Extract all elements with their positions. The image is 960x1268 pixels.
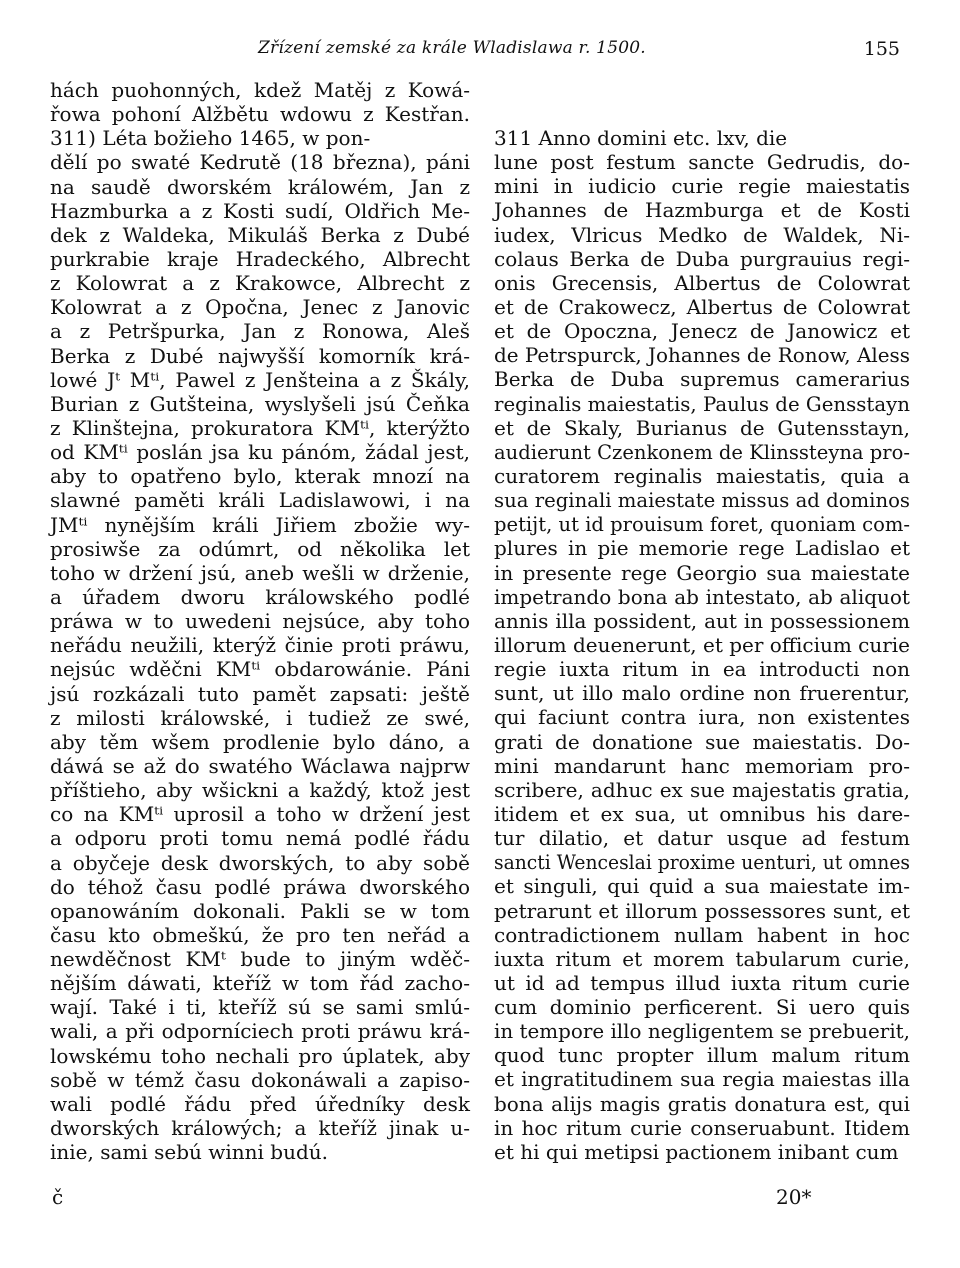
czech-text-column xyxy=(50,78,470,1164)
text-line: wají. Také i ti, kteříž sú se sami smlú- xyxy=(50,995,471,1020)
text-line: jsú rozkázali tuto pamět zapsati: ještě xyxy=(50,681,470,706)
text-line: z Kolowrat a z Krakowce, Albrecht z xyxy=(50,271,471,296)
text-line: qui faciunt contra iura, non existentes xyxy=(494,705,910,730)
text-line: JMᵗⁱ nynějším králi Jiřiem zbožie wy- xyxy=(50,512,471,537)
text-line: dělí po swaté Kedrutě (18 března), páni xyxy=(50,150,470,175)
text-line: z milosti králowské, i tudiež ze swé, xyxy=(50,705,471,730)
text-line: prosiwše za odúmrt, od několika let xyxy=(50,536,471,561)
text-line: colaus Berka de Duba purgrauius regi- xyxy=(494,246,911,271)
text-line: aby to opatřeno bylo, kterak mnozí na xyxy=(50,464,470,489)
text-line: bona alijs magis gratis donatura est, qui xyxy=(494,1091,911,1116)
text-line: řowa pohoní Alžbětu wdowu z Kestřan. xyxy=(50,102,471,127)
text-line: iudex, Vlricus Medko de Waldek, Ni- xyxy=(494,222,911,247)
text-line: z Klinštejna, prokuratora KMᵗⁱ, kterýžto xyxy=(50,415,471,440)
text-line: příštieho, aby wšickni a každý, ktož jest xyxy=(50,778,470,803)
signature-mark: č xyxy=(52,1185,64,1209)
text-line: audierunt Czenkonem de Klinssteyna pro- xyxy=(494,439,910,464)
text-line: sobě w témž času dokonáwali a zapiso- xyxy=(50,1067,470,1092)
text-line: et de Opoczna, Jenecz de Janowicz et xyxy=(494,319,911,344)
text-line: 311) Léta božieho 1465, w pon- xyxy=(50,126,371,151)
text-line: dek z Waldeka, Mikuláš Berka z Dubé xyxy=(50,222,470,247)
text-line: scribere, adhuc ex sue majestatis gratia, xyxy=(494,777,910,802)
text-line: Berka de Duba supremus camerarius xyxy=(494,367,911,392)
text-line: wali podlé řádu před úředníky desk xyxy=(50,1091,471,1116)
text-line: et ingratitudinem sua regia maiestas illa xyxy=(494,1067,910,1092)
text-line: sua reginali maiestate missus ad dominos xyxy=(494,488,911,513)
text-line: illorum deuenerunt, et per officium curie xyxy=(494,632,911,657)
text-line: quod tunc propter illum malum ritum xyxy=(494,1043,911,1068)
text-line: et de Crakowecz, Albertus de Colowrat xyxy=(494,294,910,319)
text-line: regie iuxta ritum in ea introducti non xyxy=(494,657,910,682)
text-line: cum dominio perficerent. Si uero quis xyxy=(494,995,911,1020)
text-line: iuxta ritum et morem tabularum curie, xyxy=(494,946,910,971)
text-line: Burian z Gutšteina, wyslyšeli jsú Čeňka xyxy=(50,391,470,416)
page-number: 155 xyxy=(863,38,900,60)
text-line: toho w držení jsú, aneb wešli w drženie, xyxy=(50,560,470,585)
text-line: do téhož času podlé práwa dworského xyxy=(50,874,471,899)
text-line: ut id ad tempus illud iuxta ritum curie xyxy=(494,970,911,995)
text-line: nějším dáwati, kteříž w tom řád zacho- xyxy=(50,971,470,996)
text-line: Kolowrat a z Opočna, Jenec z Janovic xyxy=(50,295,470,320)
text-line: de Petrspurck, Johannes de Ronow, Aless xyxy=(494,343,911,368)
text-line: tur dilatio, et datur usque ad festum xyxy=(494,826,910,851)
text-line: contradictionem nullam habent in hoc xyxy=(494,922,910,947)
text-line: času kto obmeškú, že pro ten neřád a xyxy=(50,922,470,947)
text-line: petrarunt et illorum possessores sunt, et xyxy=(494,898,910,923)
text-line: hách puohonných, kdež Matěj z Kowá- xyxy=(50,78,471,102)
text-line: Johannes de Hazmburga et de Kosti xyxy=(494,198,910,223)
text-line: petijt, ut id prouisum foret, quoniam com- xyxy=(494,512,911,537)
text-line: práwa w to uwedeni nejsúce, aby toho xyxy=(50,609,470,634)
text-line: a úřadem dworu králowského podlé xyxy=(50,584,470,609)
text-line: et hi qui metipsi pactionem inibant cum xyxy=(494,1139,899,1164)
signature-number: 20* xyxy=(776,1185,812,1209)
text-line: Berka z Dubé najwyšší komorník krá- xyxy=(50,343,470,368)
text-line: na saudě dworském králowém, Jan z xyxy=(50,174,470,199)
text-line: co na KMᵗⁱ uprosil a toho w držení jest xyxy=(50,802,471,827)
text-line: sancti Wenceslai proxime uenturi, ut omnes xyxy=(494,850,910,875)
text-line: od KMᵗⁱ poslán jsa ku pánóm, žádal jest, xyxy=(50,440,470,465)
text-line: et de Skaly, Burianus de Gutensstayn, xyxy=(494,415,910,440)
text-line: Hazmburka a z Kosti sudí, Oldřich Me- xyxy=(50,198,471,223)
text-line: sunt, ut illo malo ordine non fruerentur, xyxy=(494,681,911,706)
text-line: in tempore illo negligentem se prebuerit, xyxy=(494,1019,911,1044)
text-line: opanowáním dokonali. Pakli se w tom xyxy=(50,898,470,923)
text-line: a odporu proti tomu nemá podlé řádu xyxy=(50,826,471,851)
text-line: plures in pie memorie rege Ladislao et xyxy=(494,536,911,561)
text-line: et singuli, qui quid a sua maiestate im- xyxy=(494,874,911,899)
text-line: curatorem reginalis maiestatis, quia a xyxy=(494,463,910,488)
text-line: reginalis maiestatis, Paulus de Gensstayn xyxy=(494,391,910,416)
text-line: lune post festum sancte Gedrudis, do- xyxy=(494,150,910,175)
text-line: onis Grecensis, Albertus de Colowrat xyxy=(494,270,910,295)
text-line: dáwá se až do swatého Wáclawa najprw xyxy=(50,753,470,778)
text-line: newděčnost KMᵗ bude to jiným wděč- xyxy=(50,947,470,972)
text-line: mini in iudicio curie regie maiestatis xyxy=(494,174,911,199)
text-line: purkrabie kraje Hradeckého, Albrecht xyxy=(50,246,470,271)
text-line: itidem et ex sua, ut omnibus his dare- xyxy=(494,801,911,826)
text-line: nejsúc wděčni KMᵗⁱ obdarowánie. Páni xyxy=(50,657,470,682)
text-line: in hoc ritum curie conseruabunt. Itidem xyxy=(494,1115,910,1140)
running-title: Zřízení zemské za krále Wladislawa r. 1500. xyxy=(258,38,646,58)
text-line: lowskému toho nechali pro úplatek, aby xyxy=(50,1043,471,1068)
text-line: inie, sami sebú winni budú. xyxy=(50,1140,329,1165)
text-line: impetrando bona ab intestato, ab aliquot xyxy=(494,584,910,609)
text-line: annis illa possident, aut in possessionem xyxy=(494,608,911,633)
text-line: in presente rege Georgio sua maiestate xyxy=(494,560,910,585)
text-line: mini mandarunt hanc memoriam pro- xyxy=(494,753,910,778)
text-line: a z Petršpurka, Jan z Ronowa, Aleš xyxy=(50,319,470,344)
text-line: 311 Anno domini etc. lxv, die xyxy=(494,126,788,150)
text-line: aby těm wšem prodlenie bylo dáno, a xyxy=(50,729,470,754)
text-line: grati de donatione sue maiestatis. Do- xyxy=(494,729,911,754)
text-line: wali, a při odporníciech proti práwu krá- xyxy=(50,1019,470,1044)
text-line: lowé Jᵗ Mᵗⁱ, Pawel z Jenšteina a z Škály, xyxy=(50,367,470,392)
latin-text-column xyxy=(494,126,910,1164)
text-line: a obyčeje desk dworských, to aby sobě xyxy=(50,850,470,875)
running-header xyxy=(0,38,960,68)
text-line: slawné paměti králi Ladislawowi, i na xyxy=(50,488,470,513)
text-line: neřádu neužili, kterýž činie proti práwu, xyxy=(50,633,470,658)
text-line: dworských králowých; a kteříž jinak u- xyxy=(50,1116,470,1141)
